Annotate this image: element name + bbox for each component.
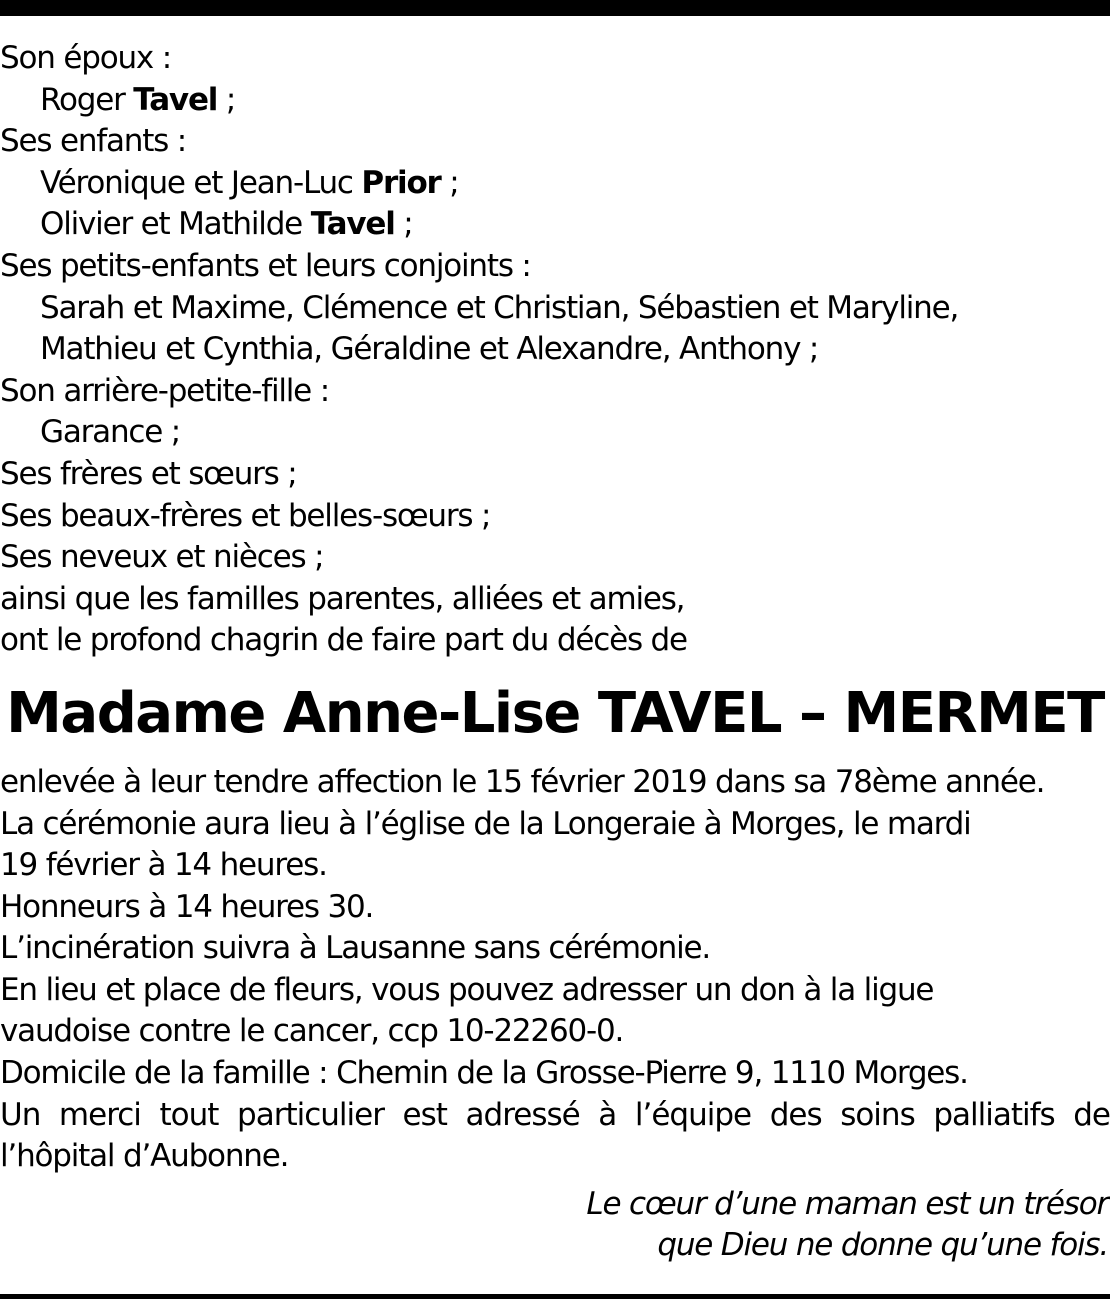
top-rule <box>0 0 1110 16</box>
spouse-first-name: Roger <box>40 81 134 118</box>
spouse-heading: Son époux : <box>0 40 171 76</box>
spouse-end: ; <box>217 81 236 118</box>
child2-last-name: Tavel <box>310 206 395 243</box>
in-laws: Ses beaux-frères et belles-sœurs ; <box>0 497 491 534</box>
closing-quote-line-1: Le cœur d’une maman est un trésor <box>586 1185 1108 1222</box>
child1-last-name: Prior <box>361 164 441 201</box>
great-grandchild: Garance ; <box>40 414 181 451</box>
donation-line-2: vaudoise contre le cancer, ccp 10-22260-0. <box>0 1013 624 1050</box>
closing-quote-line-2: que Dieu ne donne qu’une fois. <box>657 1227 1108 1264</box>
deceased-name: Madame Anne-Lise TAVEL – MERMET <box>6 680 1104 746</box>
children-heading: Ses enfants : <box>0 123 187 160</box>
donation-line-1: En lieu et place de fleurs, vous pouvez adresser un don à la ligue <box>0 971 934 1008</box>
grandchildren-line-2: Mathieu et Cynthia, Géraldine et Alexandre, Anthony ; <box>40 331 819 368</box>
bottom-rule <box>0 1294 1110 1299</box>
closing-quote <box>0 1184 1110 1267</box>
cremation: L’incinération suivra à Lausanne sans cérémonie. <box>0 930 711 967</box>
child-entry-2 <box>0 204 1110 246</box>
announcement: ont le profond chagrin de faire part du décès de <box>0 622 687 659</box>
child2-first-names: Olivier et Mathilde <box>40 206 311 243</box>
obituary-notice <box>0 38 1110 1267</box>
great-grandchild-heading: Son arrière-petite-fille : <box>0 372 329 409</box>
family-residence: Domicile de la famille : Chemin de la Grosse-Pierre 9, 1110 Morges. <box>0 1055 968 1092</box>
ceremony-line-1: La cérémonie aura lieu à l’église de la Longeraie à Morges, le mardi <box>0 805 971 842</box>
nephews-nieces: Ses neveux et nièces ; <box>0 539 324 576</box>
grandchildren-heading: Ses petits-enfants et leurs conjoints : <box>0 247 531 284</box>
thanks-line-2: l’hôpital d’Aubonne. <box>0 1138 289 1175</box>
thanks-line-1: Un merci tout particulier est adressé à l’équipe des soins palliatifs de <box>0 1096 1110 1133</box>
death-details: enlevée à leur tendre affection le 15 février 2019 dans sa 78ème année. <box>0 763 1045 800</box>
child1-first-names: Véronique et Jean-Luc <box>40 164 362 201</box>
honours: Honneurs à 14 heures 30. <box>0 888 374 925</box>
child2-end: ; <box>394 206 413 243</box>
spouse-entry <box>0 80 1110 122</box>
siblings: Ses frères et sœurs ; <box>0 455 297 492</box>
child1-end: ; <box>440 164 459 201</box>
ceremony-line-2: 19 février à 14 heures. <box>0 847 327 884</box>
spouse-last-name: Tavel <box>133 81 218 118</box>
grandchildren-line-1: Sarah et Maxime, Clémence et Christian, Sébastien et Maryline, <box>40 289 959 326</box>
child-entry-1 <box>0 163 1110 205</box>
extended-families: ainsi que les familles parentes, alliées et amies, <box>0 580 685 617</box>
